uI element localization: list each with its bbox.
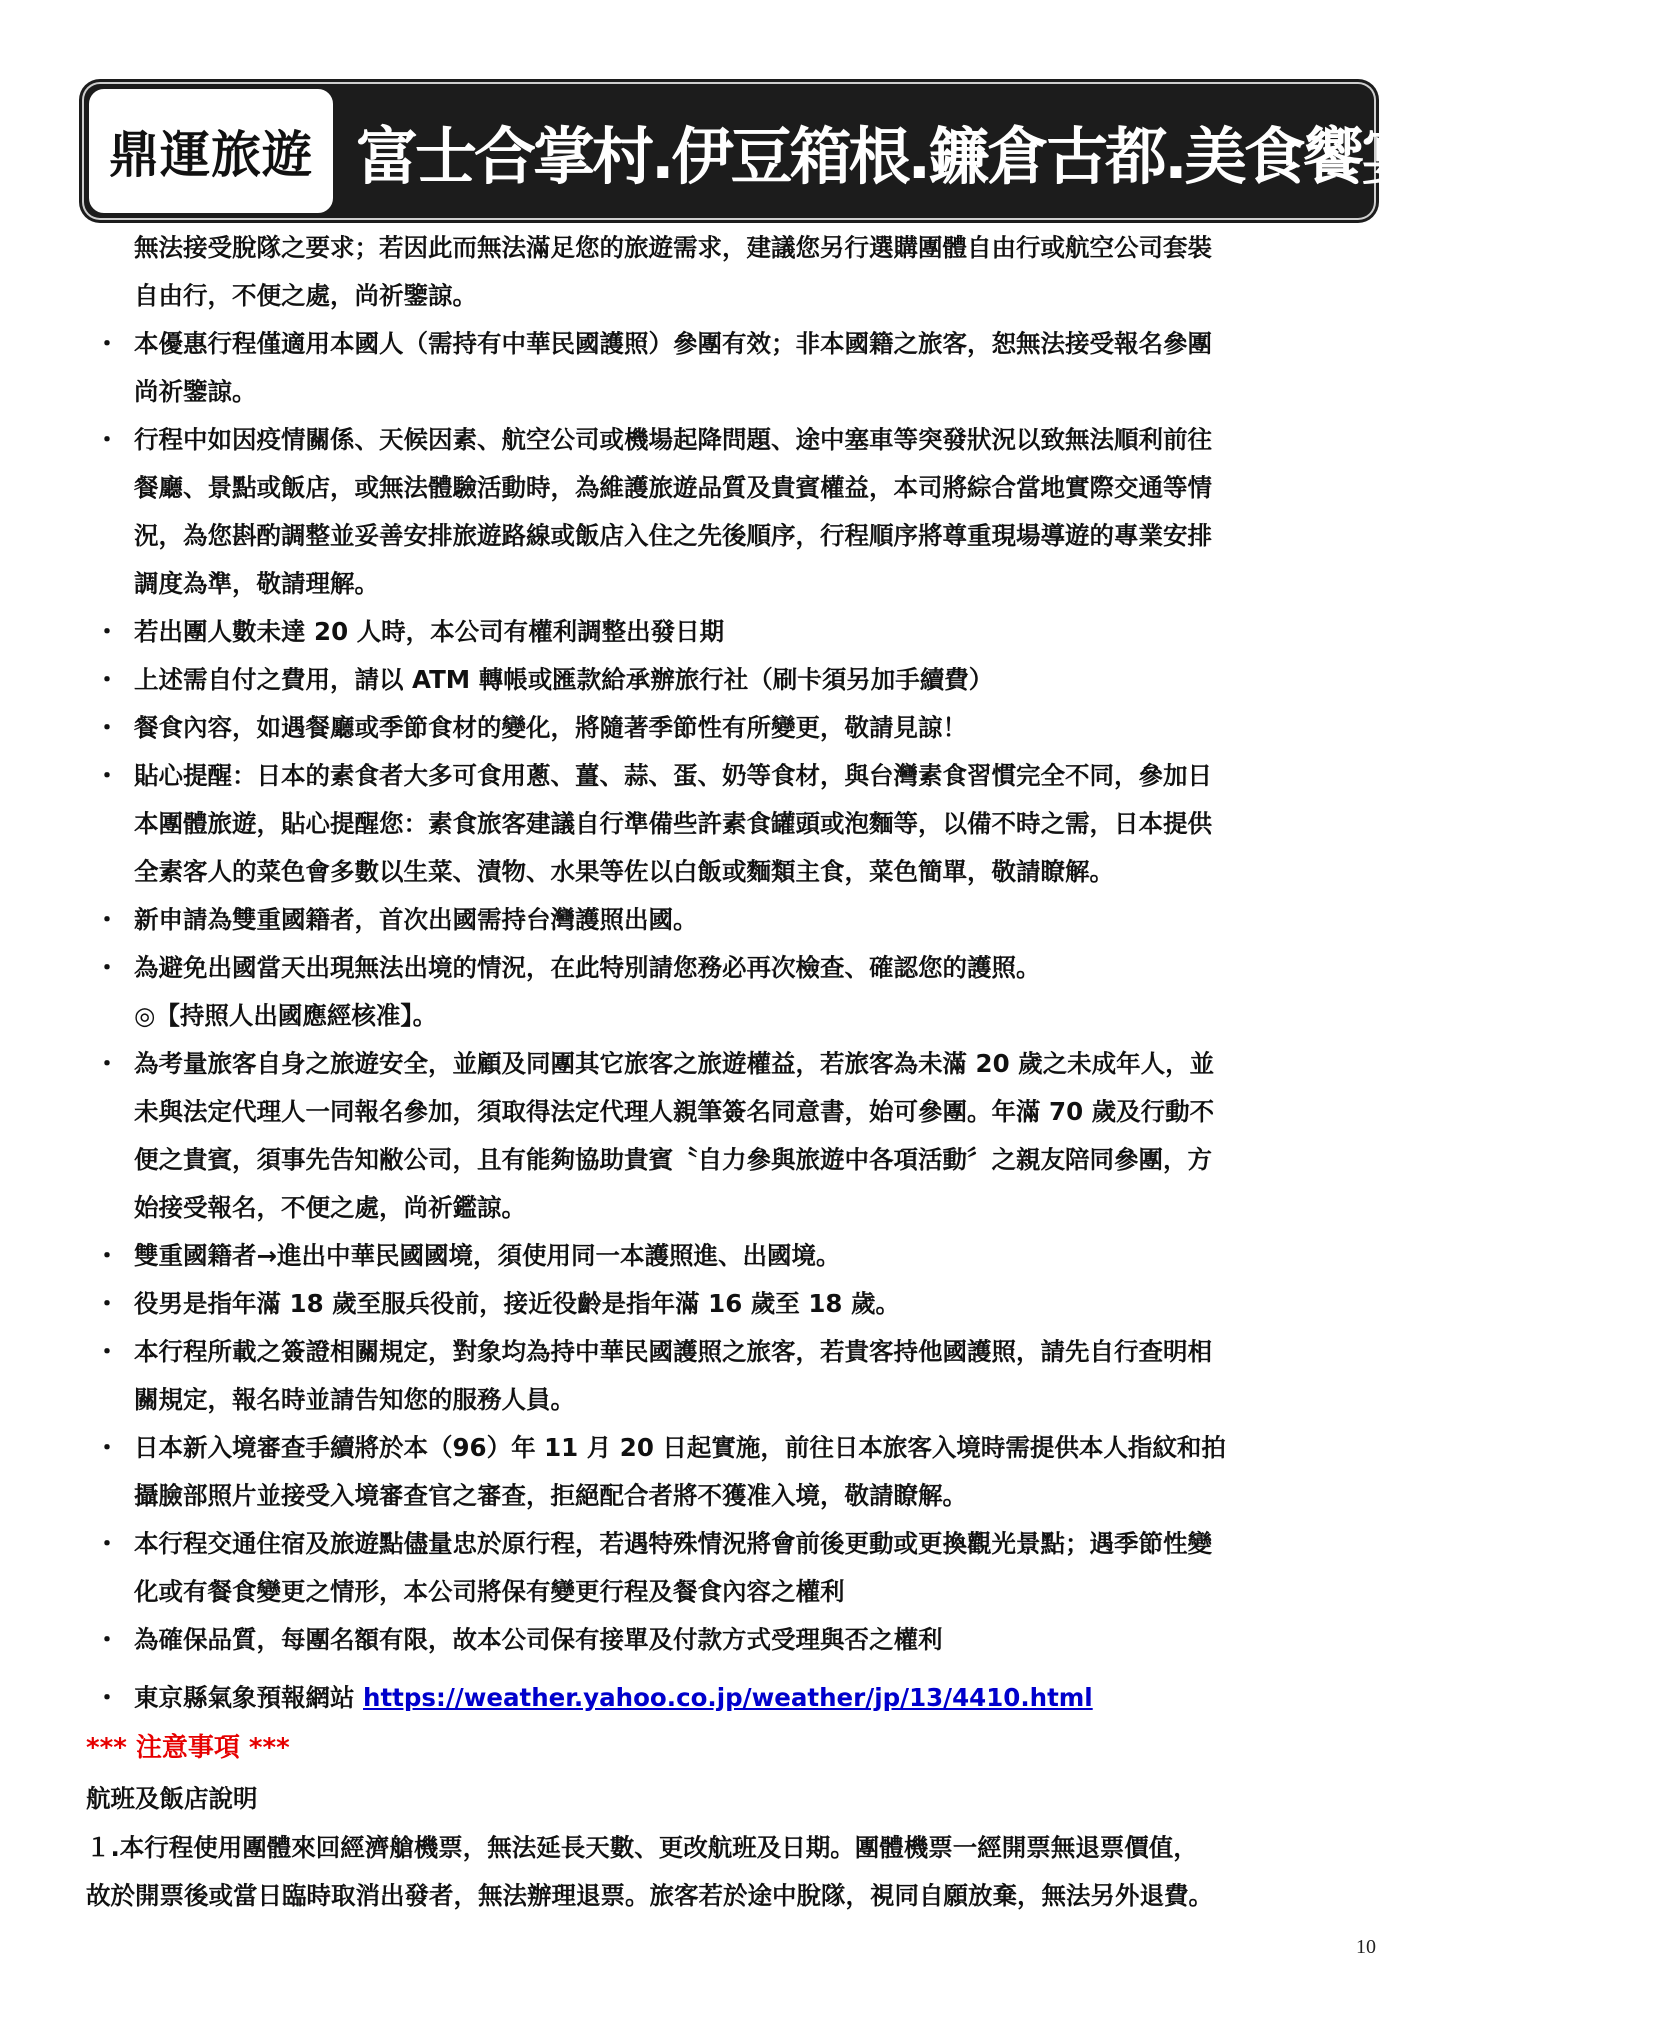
text-line: 餐廳、景點或飯店，或無法體驗活動時，為維護旅遊品質及貴賓權益，本司將綜合當地實際交通等情 xyxy=(134,473,1212,502)
document-body xyxy=(86,224,1396,1920)
bullet-icon: ・ xyxy=(94,953,120,982)
list-item xyxy=(86,944,1396,992)
brand-logo-box xyxy=(86,86,336,216)
weather-item xyxy=(86,1674,1396,1722)
header-banner xyxy=(84,84,1657,218)
list-item xyxy=(86,896,1396,944)
text-line: 本團體旅遊，貼心提醒您：素食旅客建議自行準備些許素食罐頭或泡麵等，以備不時之需，日本提供 xyxy=(134,809,1212,838)
bullet-icon: ・ xyxy=(94,1529,120,1558)
bullet-icon: ・ xyxy=(94,713,120,742)
text-line: 本優惠行程僅適用本國人（需持有中華民國護照）參團有效；非本國籍之旅客，恕無法接受報名參團 xyxy=(134,329,1212,358)
bullet-icon: ・ xyxy=(94,329,120,358)
bullet-icon: ・ xyxy=(94,617,120,646)
weather-label: 東京縣氣象預報網站 xyxy=(134,1683,355,1712)
bullet-icon: ・ xyxy=(94,1625,120,1654)
text-line: 雙重國籍者→進出中華民國國境，須使用同一本護照進、出國境。 xyxy=(134,1241,841,1270)
text-line: 攝臉部照片並接受入境審查官之審查，拒絕配合者將不獲准入境，敬請瞭解。 xyxy=(134,1481,967,1510)
text-line: 關規定，報名時並請告知您的服務人員。 xyxy=(134,1385,575,1414)
list-item xyxy=(86,1280,1396,1328)
notes-list xyxy=(86,320,1396,1664)
text-line: 役男是指年滿 18 歲至服兵役前，接近役齡是指年滿 16 歲至 18 歲。 xyxy=(134,1289,900,1318)
notice-heading: *** 注意事項 *** xyxy=(86,1733,290,1763)
bullet-icon: ・ xyxy=(94,425,120,454)
text-line: 始接受報名，不便之處，尚祈鑑諒。 xyxy=(134,1193,526,1222)
text-line: 尚祈鑒諒。 xyxy=(134,377,257,406)
bullet-icon: ・ xyxy=(94,1049,120,1078)
list-item xyxy=(86,752,1396,896)
brand-name: 鼎運旅遊 xyxy=(109,126,313,184)
list-item xyxy=(86,704,1396,752)
bullet-icon: ・ xyxy=(94,1433,120,1462)
text-line: 為考量旅客自身之旅遊安全，並顧及同團其它旅客之旅遊權益，若旅客為未滿 20 歲之未成年人，並 xyxy=(134,1049,1215,1078)
text-line: 全素客人的菜色會多數以生菜、漬物、水果等佐以白飯或麵類主食，菜色簡單，敬請瞭解。 xyxy=(134,857,1114,886)
list-item xyxy=(86,416,1396,608)
text-line: 日本新入境審查手續將於本（96）年 11 月 20 日起實施，前往日本旅客入境時需提供本人指紋和拍 xyxy=(134,1433,1226,1462)
list-item xyxy=(86,1232,1396,1280)
text-line: 為避免出國當天出現無法出境的情況，在此特別請您務必再次檢查、確認您的護照。 xyxy=(134,953,1041,982)
list-item xyxy=(86,1328,1396,1424)
list-item xyxy=(86,1520,1396,1616)
list-item xyxy=(86,1424,1396,1520)
list-item xyxy=(86,608,1396,656)
list-item xyxy=(86,1616,1396,1664)
text-line: 調度為準，敬請理解。 xyxy=(134,569,379,598)
text-line: 上述需自付之費用，請以 ATM 轉帳或匯款給承辦旅行社（刷卡須另加手續費） xyxy=(134,665,994,694)
bullet-icon: ・ xyxy=(94,1337,120,1366)
text-line: 自由行，不便之處，尚祈鑒諒。 xyxy=(134,281,477,310)
continuation-text xyxy=(86,224,1396,320)
page-number: 10 xyxy=(1356,1936,1376,1958)
text-line: 新申請為雙重國籍者，首次出國需持台灣護照出國。 xyxy=(134,905,698,934)
text-line: 故於開票後或當日臨時取消出發者，無法辦理退票。旅客若於途中脫隊，視同自願放棄，無法另外退費。 xyxy=(86,1881,1213,1910)
text-line: 為確保品質，每團名額有限，故本公司保有接單及付款方式受理與否之權利 xyxy=(134,1625,943,1654)
text-line: 況，為您斟酌調整並妥善安排旅遊路線或飯店入住之先後順序，行程順序將尊重現場導遊的專業安排 xyxy=(134,521,1212,550)
text-line: 本行程交通住宿及旅遊點儘量忠於原行程，若遇特殊情況將會前後更動或更換觀光景點；遇季節性變 xyxy=(134,1529,1212,1558)
text-line: １.本行程使用團體來回經濟艙機票，無法延長天數、更改航班及日期。團體機票一經開票無退票價值， xyxy=(86,1833,1198,1862)
tour-title: 富士合掌村.伊豆箱根.鐮倉古都.美食饗宴溫泉五日 xyxy=(356,119,1657,193)
bullet-icon: ・ xyxy=(94,761,120,790)
text-line: 餐食內容，如遇餐廳或季節食材的變化，將隨著季節性有所變更，敬請見諒！ xyxy=(134,713,967,742)
text-line: 貼心提醒：日本的素食者大多可食用蔥、薑、蒜、蛋、奶等食材，與台灣素食習慣完全不同，參加日 xyxy=(134,761,1212,790)
bullet-icon: ・ xyxy=(94,1289,120,1318)
weather-link[interactable]: https://weather.yahoo.co.jp/weather/jp/13/4410.html xyxy=(363,1683,1093,1712)
sub-note: ◎【持照人出國應經核准】。 xyxy=(134,1001,438,1030)
bullet-icon: ・ xyxy=(94,665,120,694)
list-item xyxy=(86,656,1396,704)
flight-hotel-paragraph xyxy=(86,1824,1396,1920)
text-line: 行程中如因疫情關係、天候因素、航空公司或機場起降問題、途中塞車等突發狀況以致無法順利前往 xyxy=(134,425,1212,454)
text-line: 未與法定代理人一同報名參加，須取得法定代理人親筆簽名同意書，始可參團。年滿 70 歲及行動不 xyxy=(134,1097,1215,1126)
text-line: 無法接受脫隊之要求；若因此而無法滿足您的旅遊需求，建議您另行選購團體自由行或航空公司套裝 xyxy=(134,233,1212,262)
bullet-icon: ・ xyxy=(94,1683,120,1712)
bullet-icon: ・ xyxy=(94,1241,120,1270)
text-line: 本行程所載之簽證相關規定，對象均為持中華民國護照之旅客，若貴客持他國護照，請先自行查明相 xyxy=(134,1337,1212,1366)
section-heading: 航班及飯店說明 xyxy=(86,1784,258,1813)
text-line: 便之貴賓，須事先告知敝公司，且有能夠協助貴賓〝自力參與旅遊中各項活動〞之親友陪同參團，方 xyxy=(134,1145,1212,1174)
list-item xyxy=(86,1040,1396,1232)
bullet-icon: ・ xyxy=(94,905,120,934)
text-line: 若出團人數未達 20 人時，本公司有權利調整出發日期 xyxy=(134,617,725,646)
list-item xyxy=(86,320,1396,416)
text-line: 化或有餐食變更之情形，本公司將保有變更行程及餐食內容之權利 xyxy=(134,1577,845,1606)
